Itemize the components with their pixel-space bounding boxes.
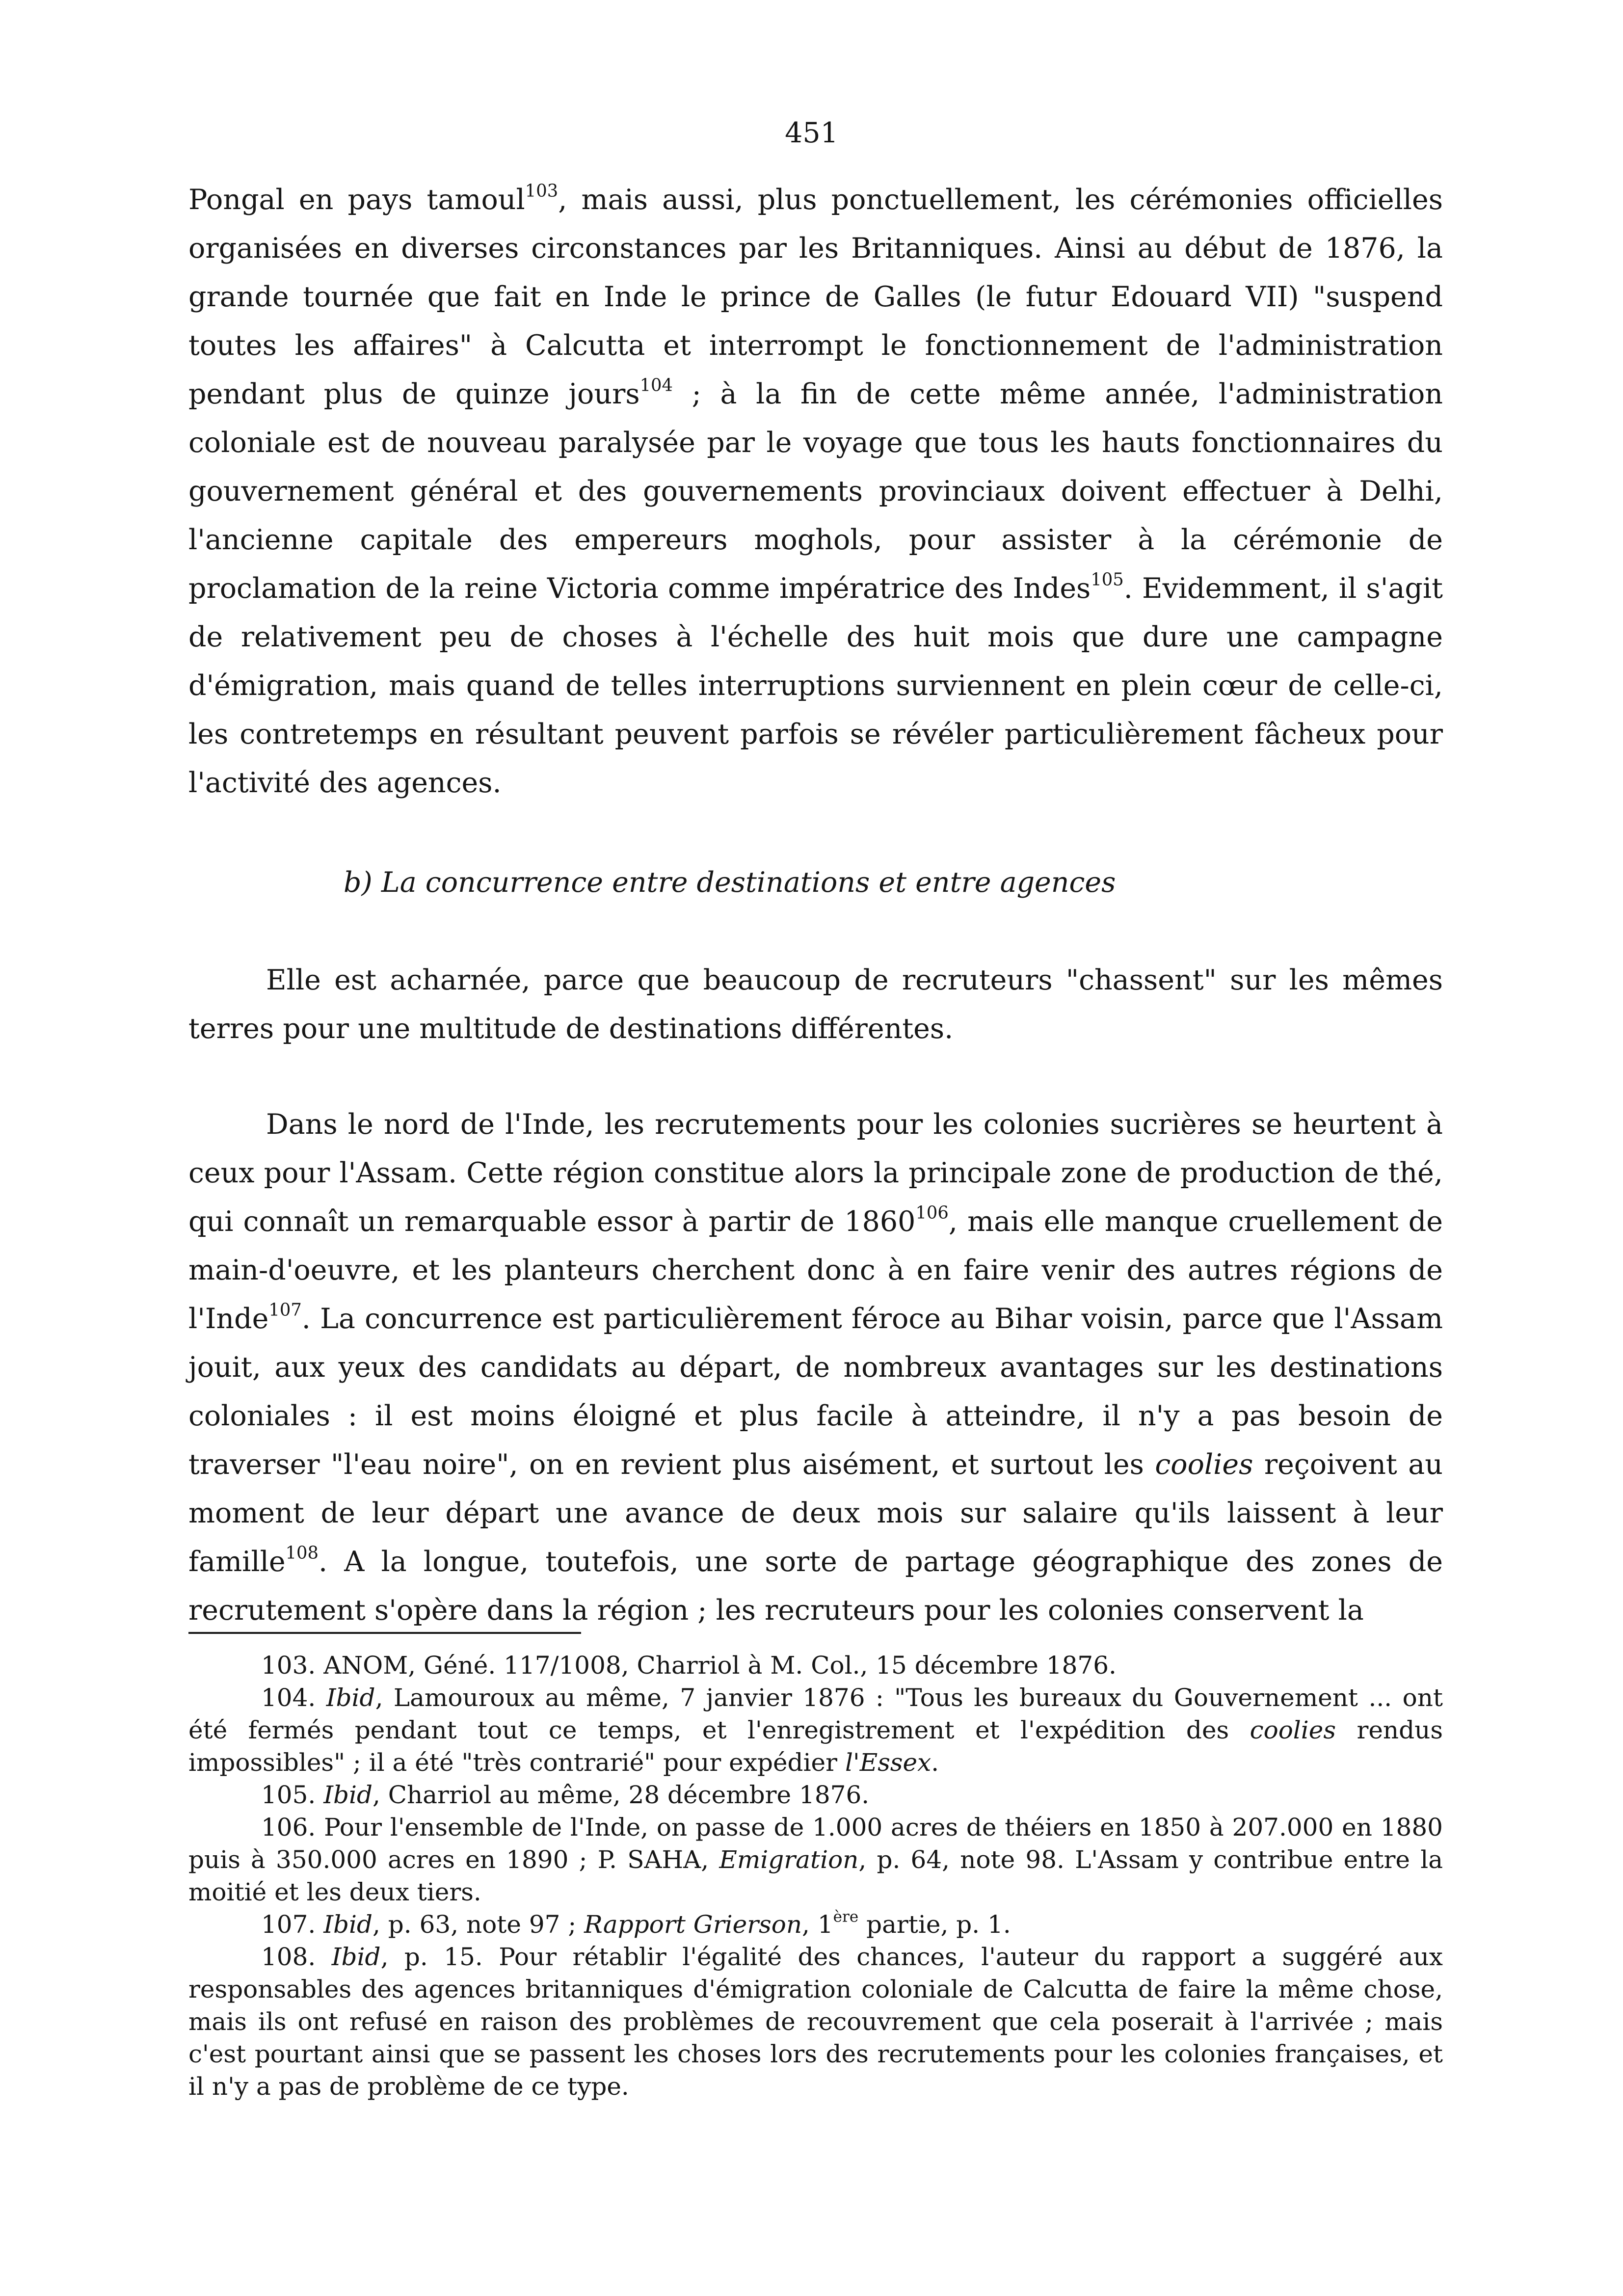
footnote-106 — [188, 1811, 1443, 1908]
text-run: 105. — [261, 1781, 324, 1809]
footnote-reference: 106 — [915, 1202, 949, 1223]
text-run: . — [931, 1748, 939, 1777]
section-heading: b) La concurrence entre destinations et entre agences — [344, 866, 1116, 899]
footnote-108 — [188, 1941, 1443, 2103]
footnote-separator — [188, 1632, 581, 1634]
italic-term: Ibid — [326, 1683, 375, 1712]
text-run: . Evidemment, il s'agit de relativement peu de choses à l'échelle des huit mois que dure une campagne d'émigration, mais quand de telles interruptions surviennent en plein cœur de celle-ci, les contretemps en résultant peuvent parfois se révéler particulièrement fâcheux pour l'activité des agences. — [188, 572, 1443, 799]
text-run: , Charriol au même, 28 décembre 1876. — [372, 1781, 870, 1809]
text-run: , 1 — [802, 1910, 833, 1939]
text-run: 103. ANOM, Géné. 117/1008, Charriol à M. Col., 15 décembre 1876. — [261, 1651, 1117, 1680]
text-run: Pongal en pays tamoul — [188, 184, 525, 216]
body-paragraph — [188, 176, 1443, 807]
text-run: , p. 64, note 98. L'Assam y contribue entre la moitié et les deux tiers. — [188, 1845, 1443, 1906]
text-run: Elle est acharnée, parce que beaucoup de recruteurs "chassent" sur les mêmes terres pour une multitude de destinations différentes. — [188, 964, 1443, 1045]
text-run: 108. — [261, 1943, 332, 1971]
footnote-reference: 104 — [639, 375, 673, 396]
body-paragraph — [188, 956, 1443, 1053]
ordinal-superscript: ère — [833, 1908, 859, 1926]
text-run: , mais elle manque cruellement de main-d'oeuvre, et les planteurs cherchent donc à en faire venir des autres régions de l'Inde — [188, 1205, 1443, 1335]
text-run: reçoivent au moment de leur départ une avance de deux mois sur salaire qu'ils laissent à leur famille — [188, 1448, 1443, 1578]
footnote-reference: 108 — [285, 1543, 319, 1563]
italic-term: Rapport Grierson — [584, 1910, 802, 1939]
text-run: , mais aussi, plus ponctuellement, les cérémonies officielles organisées en diverses circonstances par les Britanniques. Ainsi au début de 1876, la grande tournée que fait en Inde le prince de Galles (le futur Edouard VII) "suspend toutes les affaires" à Calcutta et interrompt le fonctionnement de l'administration pendant plus de quinze jours — [188, 184, 1443, 410]
italic-term: Ibid — [331, 1943, 381, 1971]
italic-term: Ibid — [323, 1781, 372, 1809]
footnote-reference: 107 — [268, 1300, 302, 1320]
text-run: rendus impossibles" ; il a été "très contrarié" pour expédier — [188, 1716, 1443, 1777]
text-run: . A la longue, toutefois, une sorte de partage géographique des zones de recrutement s'opère dans la région ; les recruteurs pour les colonies conservent la — [188, 1546, 1443, 1627]
footnote-103 — [188, 1649, 1443, 1682]
page-number: 451 — [785, 117, 838, 149]
footnote-105 — [188, 1779, 1443, 1811]
text-run: , Lamouroux au même, 7 janvier 1876 : "Tous les bureaux du Gouvernement ... ont été fermés pendant tout ce temps, et l'enregistrement et l'expédition des — [188, 1683, 1443, 1744]
italic-term: Emigration — [719, 1845, 859, 1874]
footnote-reference: 103 — [525, 181, 559, 201]
footnote-104 — [188, 1682, 1443, 1779]
italic-term: l'Essex — [845, 1748, 931, 1777]
text-run: partie, p. 1. — [858, 1910, 1011, 1939]
text-run: 104. — [261, 1683, 326, 1712]
footnotes — [188, 1649, 1443, 2103]
text-run: 107. — [261, 1910, 324, 1939]
text-run: , p. 15. Pour rétablir l'égalité des chances, l'auteur du rapport a suggéré aux responsables des agences britanniques d'émigration coloniale de Calcutta de faire la même chose, mais ils ont refusé en raison des problèmes de recouvrement que cela poserait à l'arrivée ; mais c'est pourtant ainsi que se passent les choses lors des recrutements pour les colonies françaises, et il n'y a pas de problème de ce type. — [188, 1943, 1443, 2101]
text-run: , p. 63, note 97 ; — [372, 1910, 585, 1939]
italic-term: coolies — [1155, 1448, 1253, 1481]
italic-term: Ibid — [323, 1910, 372, 1939]
body-paragraph — [188, 1100, 1443, 1635]
text-run: 106. Pour l'ensemble de l'Inde, on passe de 1.000 acres de théiers en 1850 à 207.000 en 1880 puis à 350.000 acres en 1890 ; P. SAHA, — [188, 1813, 1443, 1874]
footnote-107 — [188, 1908, 1443, 1941]
text-run: ; à la fin de cette même année, l'administration coloniale est de nouveau paralysée par le voyage que tous les hauts fonctionnaires du gouvernement général et des gouvernements provinciaux doivent effectuer à Delhi, l'ancienne capitale des empereurs moghols, pour assister à la cérémonie de proclamation de la reine Victoria comme impératrice des Indes — [188, 378, 1443, 605]
footnote-reference: 105 — [1091, 569, 1124, 590]
text-run: . La concurrence est particulièrement féroce au Bihar voisin, parce que l'Assam jouit, aux yeux des candidats au départ, de nombreux avantages sur les destinations coloniales : il est moins éloigné et plus facile à atteindre, il n'y a pas besoin de traverser "l'eau noire", on en revient plus aisément, et surtout les — [188, 1303, 1443, 1481]
italic-term: coolies — [1250, 1716, 1336, 1744]
text-run: Dans le nord de l'Inde, les recrutements pour les colonies sucrières se heurtent à ceux pour l'Assam. Cette région constitue alors la principale zone de production de thé, qui connaît un remarquable essor à partir de 1860 — [188, 1108, 1443, 1238]
